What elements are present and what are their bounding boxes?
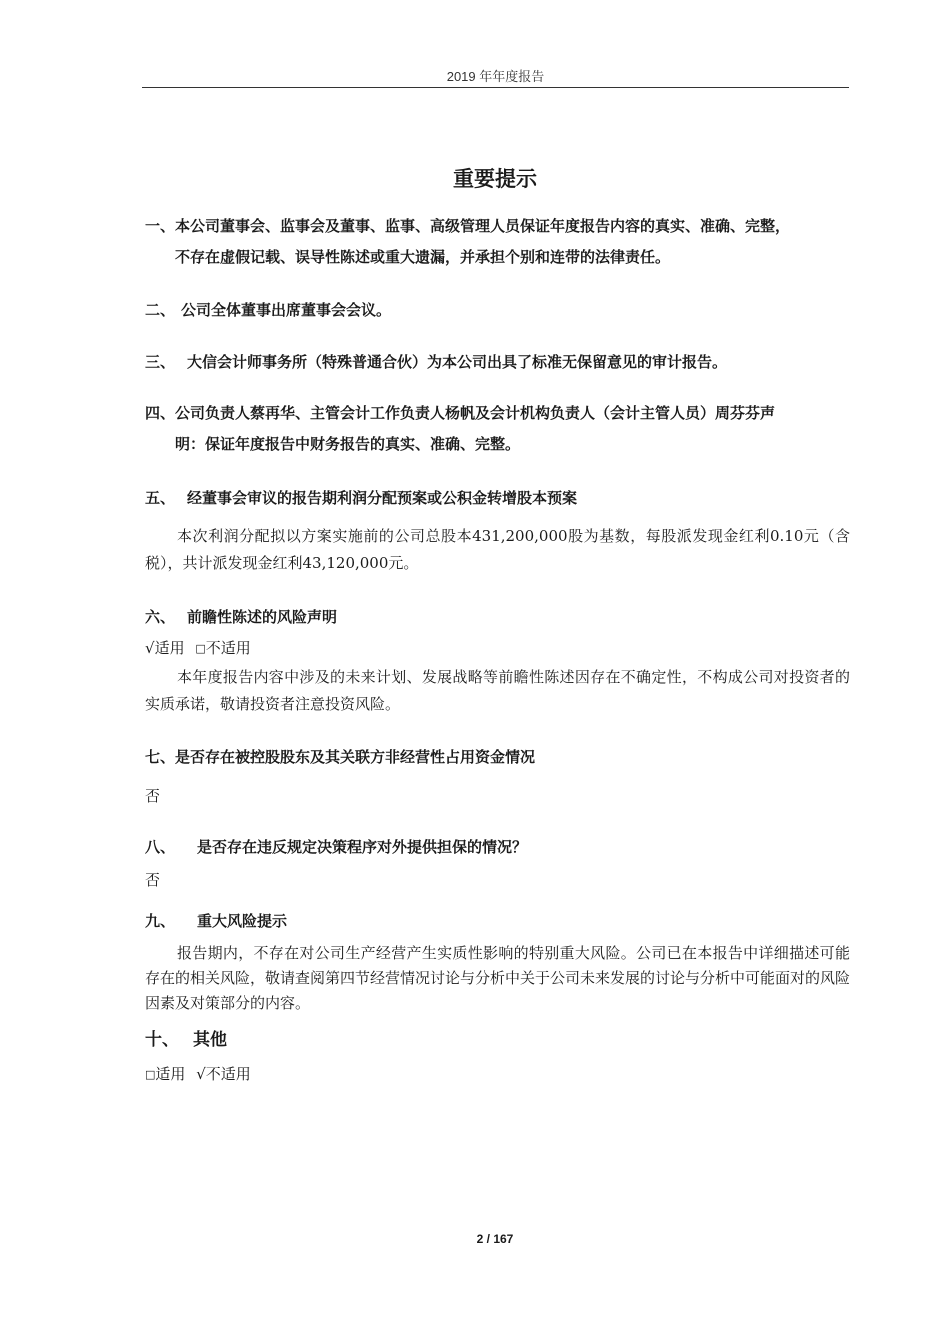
section-6-title: 前瞻性陈述的风险声明	[187, 608, 338, 626]
not-applicable-check-icon: √	[196, 1065, 206, 1083]
section-3-text: 大信会计师事务所（特殊普通合伙）为本公司出具了标准无保留意见的审计报告。	[187, 353, 728, 371]
section-2-number: 二、	[145, 301, 176, 319]
section-7-number: 七、	[145, 748, 176, 766]
section-6	[145, 610, 337, 625]
section-6-body: 本年度报告内容中涉及的未来计划、发展战略等前瞻性陈述因存在不确定性，不构成公司对投资者的实质承诺，敬请投资者注意投资风险。	[145, 668, 850, 713]
section-9-body: 报告期内，不存在对公司生产经营产生实质性影响的特别重大风险。公司已在本报告中详细描述可能存在的相关风险，敬请查阅第四节经营情况讨论与分析中关于公司未来发展的讨论与分析中可能面对的风险因素及对策部分的内容。	[145, 944, 851, 1012]
not-applicable-label: 不适用	[205, 1065, 251, 1083]
section-4-number: 四、	[145, 404, 176, 422]
section-3-number: 三、	[145, 353, 176, 371]
section-6-number: 六、	[145, 608, 176, 626]
section-5	[145, 491, 577, 506]
section-4-line2: 明：保证年度报告中财务报告的真实、准确、完整。	[175, 435, 521, 453]
header-divider	[142, 87, 849, 88]
section-1-line1: 本公司董事会、监事会及董事、监事、高级管理人员保证年度报告内容的真实、准确、完整，	[175, 217, 791, 235]
section-2	[145, 303, 391, 318]
not-applicable-box-icon: □	[195, 642, 206, 655]
applicable-label: 适用	[155, 1065, 186, 1083]
section-2-text: 公司全体董事出席董事会会议。	[181, 301, 392, 319]
section-1	[145, 217, 791, 266]
not-applicable-label: 不适用	[205, 639, 251, 657]
section-4-line1: 公司负责人蔡再华、主管会计工作负责人杨帆及会计机构负责人（会计主管人员）周芬芬声	[175, 404, 776, 422]
section-5-body: 本次利润分配拟以方案实施前的公司总股本431,200,000股为基数，每股派发现金红利0.10元（含税），共计派发现金红利43,120,000元。	[145, 527, 850, 572]
section-3	[145, 355, 727, 370]
section-5-number: 五、	[145, 489, 176, 507]
section-10	[145, 1032, 227, 1049]
applicable-label: 适用	[154, 639, 185, 657]
section-7-title: 是否存在被控股股东及其关联方非经营性占用资金情况	[175, 748, 536, 766]
section-4	[145, 404, 776, 453]
section-7-answer: 否	[145, 787, 161, 805]
section-8-number: 八、	[145, 838, 176, 856]
section-8-title: 是否存在违反规定决策程序对外提供担保的情况？	[197, 838, 528, 856]
applicable-check-icon: √	[145, 639, 155, 657]
section-1-number: 一、	[145, 217, 176, 235]
applicable-box-icon: □	[145, 1068, 156, 1081]
page-header: 2019 年年度报告	[446, 69, 545, 84]
section-10-title: 其他	[193, 1030, 227, 1050]
section-8	[145, 840, 527, 855]
section-9-title: 重大风险提示	[197, 912, 288, 930]
page-title: 重要提示	[453, 167, 537, 191]
section-9-number: 九、	[145, 912, 176, 930]
section-7	[145, 750, 535, 765]
page-number: 2 / 167	[476, 1232, 514, 1246]
section-10-number: 十、	[145, 1030, 179, 1050]
section-10-applicability	[145, 1067, 251, 1082]
section-6-applicability	[145, 641, 251, 656]
section-9	[145, 914, 287, 929]
section-8-answer: 否	[145, 871, 161, 889]
section-5-title: 经董事会审议的报告期利润分配预案或公积金转增股本预案	[187, 489, 578, 507]
section-1-line2: 不存在虚假记载、误导性陈述或重大遗漏，并承担个别和连带的法律责任。	[175, 248, 671, 266]
